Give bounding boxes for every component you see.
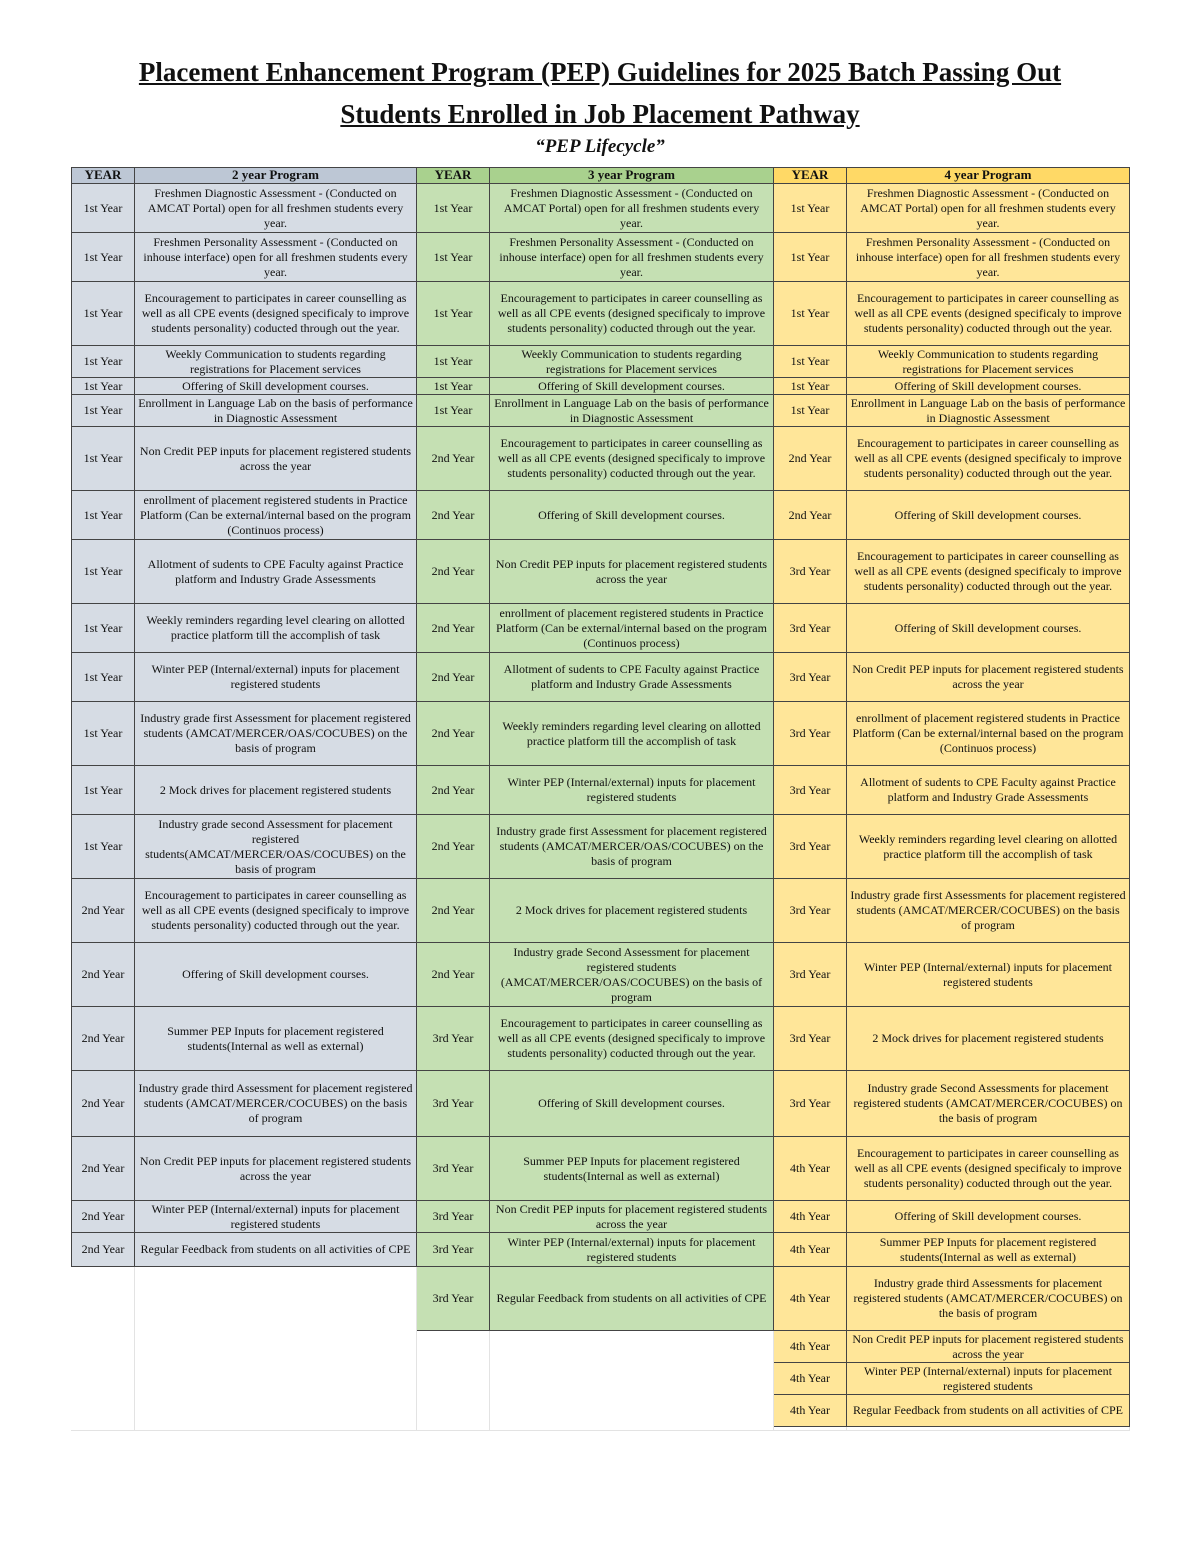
activity-cell-3yr: Allotment of sudents to CPE Faculty against Practice platform and Industry Grade Assessments: [490, 653, 774, 702]
year-cell-4yr: 3rd Year: [774, 653, 847, 702]
activity-cell-3yr: Encouragement to participates in career counselling as well as all CPE events (designed specificaly to improve students personality) coducted through out the year.: [490, 282, 774, 346]
year-cell-3yr: 2nd Year: [417, 540, 490, 604]
year-cell-3yr: 2nd Year: [417, 766, 490, 815]
activity-cell-4yr: Encouragement to participates in career counselling as well as all CPE events (designed specificaly to improve students personality) coducted through out the year.: [847, 427, 1130, 491]
activity-cell-2yr: Weekly Communication to students regarding registrations for Placement services: [135, 346, 417, 378]
year-cell-3yr: 2nd Year: [417, 427, 490, 491]
year-cell-4yr: 3rd Year: [774, 1007, 847, 1071]
document-subtitle: “PEP Lifecycle”: [535, 136, 665, 157]
activity-cell-2yr: Summer PEP Inputs for placement registered students(Internal as well as external): [135, 1007, 417, 1071]
year-cell-3yr: 2nd Year: [417, 815, 490, 879]
year-cell-4yr: 2nd Year: [774, 491, 847, 540]
activity-cell-2yr: Freshmen Personality Assessment - (Conducted on inhouse interface) open for all freshmen students every year.: [135, 233, 417, 282]
activity-cell-2yr: Industry grade first Assessment for placement registered students (AMCAT/MERCER/OAS/COCUBES) on the basis of program: [135, 702, 417, 766]
year-cell-2yr: 2nd Year: [71, 1007, 135, 1071]
year-cell-2yr: 2nd Year: [71, 1201, 135, 1233]
empty-cell: [71, 1267, 135, 1431]
year-cell-4yr: 3rd Year: [774, 702, 847, 766]
year-cell-3yr: 2nd Year: [417, 604, 490, 653]
activity-cell-3yr: Regular Feedback from students on all activities of CPE: [490, 1267, 774, 1331]
activity-cell-3yr: Non Credit PEP inputs for placement registered students across the year: [490, 1201, 774, 1233]
year-cell-4yr: 3rd Year: [774, 879, 847, 943]
activity-cell-2yr: Regular Feedback from students on all activities of CPE: [135, 1233, 417, 1267]
year-cell-4yr: 3rd Year: [774, 540, 847, 604]
year-cell-2yr: 1st Year: [71, 540, 135, 604]
year-cell-2yr: 1st Year: [71, 233, 135, 282]
activity-cell-4yr: Offering of Skill development courses.: [847, 491, 1130, 540]
activity-cell-4yr: Summer PEP Inputs for placement registered students(Internal as well as external): [847, 1233, 1130, 1267]
activity-cell-2yr: Winter PEP (Internal/external) inputs for placement registered students: [135, 653, 417, 702]
year-cell-4yr: 4th Year: [774, 1363, 847, 1395]
activity-cell-3yr: Winter PEP (Internal/external) inputs for placement registered students: [490, 1233, 774, 1267]
activity-cell-2yr: Encouragement to participates in career counselling as well as all CPE events (designed specificaly to improve students personality) coducted through out the year.: [135, 879, 417, 943]
activity-cell-2yr: Winter PEP (Internal/external) inputs for placement registered students: [135, 1201, 417, 1233]
empty-cell: [847, 1427, 1130, 1431]
year-cell-3yr: 2nd Year: [417, 943, 490, 1007]
activity-cell-3yr: Industry grade first Assessment for placement registered students (AMCAT/MERCER/OAS/COCUBES) on the basis of program: [490, 815, 774, 879]
activity-cell-4yr: Industry grade first Assessments for placement registered students (AMCAT/MERCER/COCUBES) on the basis of program: [847, 879, 1130, 943]
year-cell-3yr: 1st Year: [417, 378, 490, 395]
year-cell-4yr: 4th Year: [774, 1233, 847, 1267]
year-cell-3yr: 3rd Year: [417, 1201, 490, 1233]
activity-cell-4yr: 2 Mock drives for placement registered students: [847, 1007, 1130, 1071]
activity-cell-3yr: Weekly Communication to students regarding registrations for Placement services: [490, 346, 774, 378]
activity-cell-4yr: Non Credit PEP inputs for placement registered students across the year: [847, 1331, 1130, 1363]
activity-cell-3yr: Freshmen Diagnostic Assessment - (Conducted on AMCAT Portal) open for all freshmen students every year.: [490, 184, 774, 233]
activity-cell-3yr: 2 Mock drives for placement registered students: [490, 879, 774, 943]
year-cell-3yr: 2nd Year: [417, 491, 490, 540]
activity-cell-3yr: Weekly reminders regarding level clearing on allotted practice platform till the accomplish of task: [490, 702, 774, 766]
activity-cell-4yr: Enrollment in Language Lab on the basis of performance in Diagnostic Assessment: [847, 395, 1130, 427]
activity-cell-3yr: Encouragement to participates in career counselling as well as all CPE events (designed specificaly to improve students personality) coducted through out the year.: [490, 1007, 774, 1071]
year-cell-3yr: 2nd Year: [417, 879, 490, 943]
year-cell-2yr: 1st Year: [71, 815, 135, 879]
year-cell-3yr: 3rd Year: [417, 1267, 490, 1331]
activity-cell-2yr: Enrollment in Language Lab on the basis of performance in Diagnostic Assessment: [135, 395, 417, 427]
year-cell-3yr: 2nd Year: [417, 702, 490, 766]
year-cell-4yr: 2nd Year: [774, 427, 847, 491]
year-cell-4yr: 4th Year: [774, 1201, 847, 1233]
activity-cell-4yr: Industry grade Second Assessments for placement registered students (AMCAT/MERCER/COCUBES) on the basis of program: [847, 1071, 1130, 1137]
activity-cell-2yr: Encouragement to participates in career counselling as well as all CPE events (designed specificaly to improve students personality) coducted through out the year.: [135, 282, 417, 346]
year-cell-2yr: 1st Year: [71, 346, 135, 378]
year-cell-3yr: 1st Year: [417, 395, 490, 427]
year-cell-2yr: 1st Year: [71, 604, 135, 653]
activity-cell-2yr: Weekly reminders regarding level clearing on allotted practice platform till the accomplish of task: [135, 604, 417, 653]
header-year-4yr: YEAR: [774, 167, 847, 184]
year-cell-4yr: 1st Year: [774, 282, 847, 346]
year-cell-4yr: 4th Year: [774, 1331, 847, 1363]
year-cell-2yr: 1st Year: [71, 653, 135, 702]
activity-cell-3yr: Encouragement to participates in career counselling as well as all CPE events (designed specificaly to improve students personality) coducted through out the year.: [490, 427, 774, 491]
year-cell-4yr: 1st Year: [774, 346, 847, 378]
activity-cell-2yr: Offering of Skill development courses.: [135, 378, 417, 395]
activity-cell-2yr: Non Credit PEP inputs for placement registered students across the year: [135, 427, 417, 491]
activity-cell-4yr: Encouragement to participates in career counselling as well as all CPE events (designed specificaly to improve students personality) coducted through out the year.: [847, 1137, 1130, 1201]
activity-cell-4yr: Winter PEP (Internal/external) inputs for placement registered students: [847, 943, 1130, 1007]
activity-cell-4yr: Winter PEP (Internal/external) inputs for placement registered students: [847, 1363, 1130, 1395]
activity-cell-2yr: Offering of Skill development courses.: [135, 943, 417, 1007]
year-cell-2yr: 1st Year: [71, 395, 135, 427]
activity-cell-2yr: 2 Mock drives for placement registered students: [135, 766, 417, 815]
activity-cell-3yr: Offering of Skill development courses.: [490, 491, 774, 540]
activity-cell-2yr: enrollment of placement registered students in Practice Platform (Can be external/internal based on the program (Continuos process): [135, 491, 417, 540]
activity-cell-4yr: Regular Feedback from students on all activities of CPE: [847, 1395, 1130, 1427]
activity-cell-4yr: Non Credit PEP inputs for placement registered students across the year: [847, 653, 1130, 702]
year-cell-2yr: 1st Year: [71, 491, 135, 540]
header-3-year-program: 3 year Program: [490, 167, 774, 184]
activity-cell-4yr: Freshmen Personality Assessment - (Conducted on inhouse interface) open for all freshmen students every year.: [847, 233, 1130, 282]
activity-cell-2yr: Non Credit PEP inputs for placement registered students across the year: [135, 1137, 417, 1201]
activity-cell-2yr: Freshmen Diagnostic Assessment - (Conducted on AMCAT Portal) open for all freshmen students every year.: [135, 184, 417, 233]
year-cell-2yr: 2nd Year: [71, 943, 135, 1007]
pep-lifecycle-table: [71, 167, 1130, 1431]
activity-cell-4yr: Allotment of sudents to CPE Faculty against Practice platform and Industry Grade Assessments: [847, 766, 1130, 815]
year-cell-2yr: 2nd Year: [71, 1233, 135, 1267]
activity-cell-3yr: Freshmen Personality Assessment - (Conducted on inhouse interface) open for all freshmen students every year.: [490, 233, 774, 282]
year-cell-4yr: 1st Year: [774, 378, 847, 395]
year-cell-4yr: 4th Year: [774, 1137, 847, 1201]
activity-cell-4yr: Offering of Skill development courses.: [847, 378, 1130, 395]
activity-cell-4yr: Weekly Communication to students regarding registrations for Placement services: [847, 346, 1130, 378]
empty-cell: [490, 1331, 774, 1431]
year-cell-3yr: 1st Year: [417, 233, 490, 282]
year-cell-2yr: 2nd Year: [71, 879, 135, 943]
year-cell-3yr: 3rd Year: [417, 1137, 490, 1201]
activity-cell-4yr: enrollment of placement registered students in Practice Platform (Can be external/internal based on the program (Continuos process): [847, 702, 1130, 766]
header-year-2yr: YEAR: [71, 167, 135, 184]
header-year-3yr: YEAR: [417, 167, 490, 184]
year-cell-2yr: 1st Year: [71, 378, 135, 395]
year-cell-3yr: 3rd Year: [417, 1007, 490, 1071]
activity-cell-4yr: Industry grade third Assessments for placement registered students (AMCAT/MERCER/COCUBES) on the basis of program: [847, 1267, 1130, 1331]
year-cell-3yr: 1st Year: [417, 184, 490, 233]
year-cell-3yr: 3rd Year: [417, 1071, 490, 1137]
year-cell-4yr: 3rd Year: [774, 943, 847, 1007]
year-cell-4yr: 4th Year: [774, 1395, 847, 1427]
year-cell-2yr: 1st Year: [71, 184, 135, 233]
year-cell-3yr: 1st Year: [417, 346, 490, 378]
year-cell-3yr: 1st Year: [417, 282, 490, 346]
activity-cell-3yr: enrollment of placement registered students in Practice Platform (Can be external/internal based on the program (Continuos process): [490, 604, 774, 653]
year-cell-4yr: 3rd Year: [774, 815, 847, 879]
activity-cell-4yr: Offering of Skill development courses.: [847, 1201, 1130, 1233]
empty-cell: [774, 1427, 847, 1431]
year-cell-2yr: 1st Year: [71, 766, 135, 815]
year-cell-2yr: 1st Year: [71, 702, 135, 766]
year-cell-4yr: 1st Year: [774, 395, 847, 427]
year-cell-4yr: 3rd Year: [774, 766, 847, 815]
empty-cell: [417, 1331, 490, 1431]
year-cell-2yr: 1st Year: [71, 282, 135, 346]
activity-cell-3yr: Industry grade Second Assessment for placement registered students (AMCAT/MERCER/OAS/COCUBES) on the basis of program: [490, 943, 774, 1007]
year-cell-2yr: 2nd Year: [71, 1071, 135, 1137]
activity-cell-4yr: Encouragement to participates in career counselling as well as all CPE events (designed specificaly to improve students personality) coducted through out the year.: [847, 282, 1130, 346]
activity-cell-4yr: Freshmen Diagnostic Assessment - (Conducted on AMCAT Portal) open for all freshmen students every year.: [847, 184, 1130, 233]
activity-cell-4yr: Weekly reminders regarding level clearing on allotted practice platform till the accomplish of task: [847, 815, 1130, 879]
activity-cell-2yr: Industry grade second Assessment for placement registered students(AMCAT/MERCER/OAS/COCUBES) on the basis of program: [135, 815, 417, 879]
activity-cell-3yr: Enrollment in Language Lab on the basis of performance in Diagnostic Assessment: [490, 395, 774, 427]
header-2-year-program: 2 year Program: [135, 167, 417, 184]
year-cell-4yr: 4th Year: [774, 1267, 847, 1331]
header-4-year-program: 4 year Program: [847, 167, 1130, 184]
year-cell-4yr: 1st Year: [774, 233, 847, 282]
document-title-line-1: Placement Enhancement Program (PEP) Guidelines for 2025 Batch Passing Out: [138, 57, 1062, 87]
year-cell-3yr: 2nd Year: [417, 653, 490, 702]
activity-cell-3yr: Offering of Skill development courses.: [490, 378, 774, 395]
activity-cell-3yr: Non Credit PEP inputs for placement registered students across the year: [490, 540, 774, 604]
year-cell-4yr: 1st Year: [774, 184, 847, 233]
activity-cell-4yr: Encouragement to participates in career counselling as well as all CPE events (designed specificaly to improve students personality) coducted through out the year.: [847, 540, 1130, 604]
activity-cell-4yr: Offering of Skill development courses.: [847, 604, 1130, 653]
year-cell-4yr: 3rd Year: [774, 604, 847, 653]
activity-cell-2yr: Industry grade third Assessment for placement registered students (AMCAT/MERCER/COCUBES) on the basis of program: [135, 1071, 417, 1137]
year-cell-4yr: 3rd Year: [774, 1071, 847, 1137]
activity-cell-3yr: Winter PEP (Internal/external) inputs for placement registered students: [490, 766, 774, 815]
activity-cell-2yr: Allotment of sudents to CPE Faculty against Practice platform and Industry Grade Assessments: [135, 540, 417, 604]
empty-cell: [135, 1267, 417, 1431]
year-cell-3yr: 3rd Year: [417, 1233, 490, 1267]
year-cell-2yr: 1st Year: [71, 427, 135, 491]
activity-cell-3yr: Summer PEP Inputs for placement registered students(Internal as well as external): [490, 1137, 774, 1201]
year-cell-2yr: 2nd Year: [71, 1137, 135, 1201]
activity-cell-3yr: Offering of Skill development courses.: [490, 1071, 774, 1137]
document-title-line-2: Students Enrolled in Job Placement Pathway: [340, 99, 860, 129]
